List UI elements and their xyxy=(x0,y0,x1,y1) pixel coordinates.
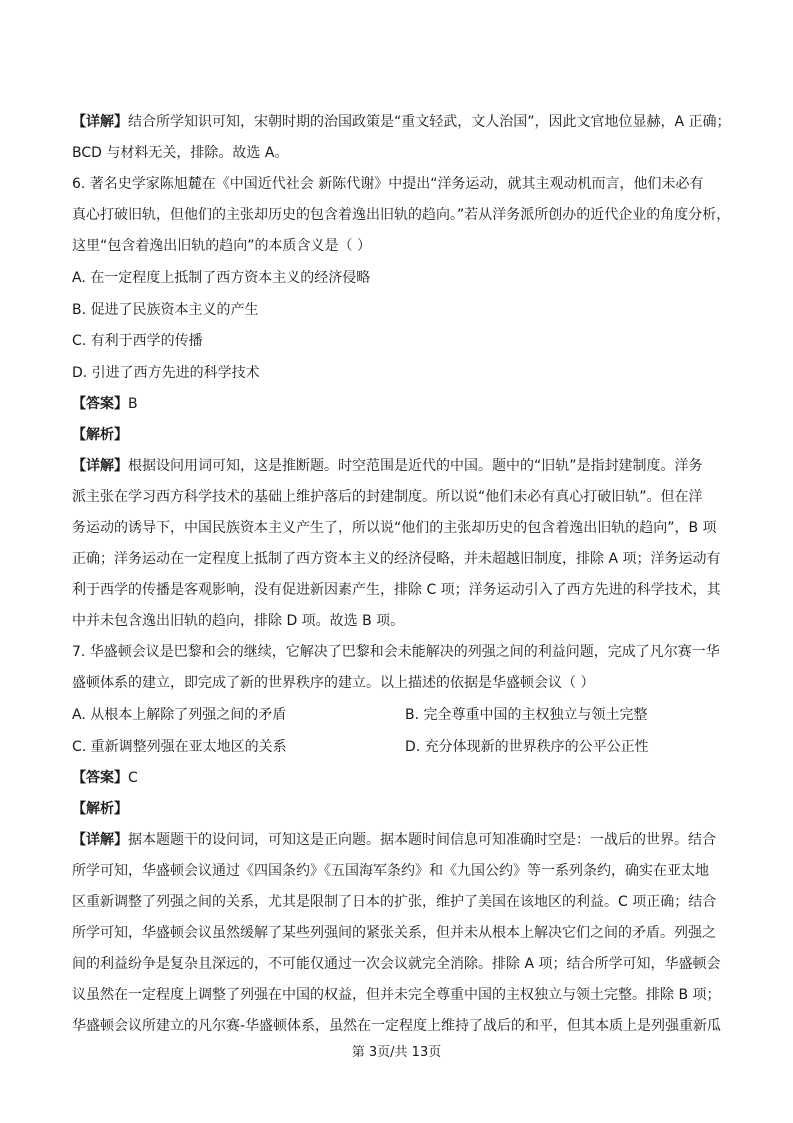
q7-detail-text: 据本题题干的设问词，可知这是正向题。据本题时间信息可知准确时空是：一战后的世界。结合 xyxy=(128,832,716,848)
q6-analysis-tag: 【解析】 xyxy=(72,427,128,443)
q6-answer xyxy=(72,394,138,414)
detail-tag: 【详解】 xyxy=(72,458,128,474)
q6-detail-line-1 xyxy=(72,456,703,476)
q7-option-a: A. 从根本上解除了列强之间的矛盾 xyxy=(72,707,287,723)
q6-detail-text: 根据设问用词可知，这是推断题。时空范围是近代的中国。题中的“旧轨”是指封建制度。洋务 xyxy=(128,458,703,474)
answer-value: C xyxy=(128,770,138,786)
q6-option-a: A. 在一定程度上抵制了西方资本主义的经济侵略 xyxy=(72,270,371,286)
q6-option-d: D. 引进了西方先进的科学技术 xyxy=(72,365,260,381)
q6-detail-line-2: 派主张在学习西方科学技术的基础上维护落后的封建制度。所以说“他们未必有真心打破旧轨”。但在洋 xyxy=(72,489,703,505)
q6-option-b: B. 促进了民族资本主义的产生 xyxy=(72,302,259,318)
q7-option-c: C. 重新调整列强在亚太地区的关系 xyxy=(72,739,287,755)
detail-tag: 【详解】 xyxy=(72,832,128,848)
q6-stem-line-3: 这里“包含着逸出旧轨的趋向”的本质含义是（ ） xyxy=(72,238,371,254)
q7-detail-line-3: 区重新调整了列强之间的关系，尤其是限制了日本的扩张，维护了美国在该地区的利益。C 项正确；结合 xyxy=(72,894,717,910)
q7-stem-line-1: 7. 华盛顿会议是巴黎和会的继续，它解决了巴黎和会未能解决的列强之间的利益问题，完成了凡尔赛一华 xyxy=(72,644,720,660)
q7-detail-line-7: 华盛顿会议所建立的凡尔赛-华盛顿体系，虽然在一定程度上维持了战后的和平，但其本质上是列强重新瓜 xyxy=(72,1018,722,1034)
detail-tag: 【详解】 xyxy=(72,114,128,130)
q7-option-b: B. 完全尊重中国的主权独立与领土完整 xyxy=(405,707,648,723)
answer-tag: 【答案】 xyxy=(72,396,128,412)
q5-detail-line-1 xyxy=(72,112,731,132)
answer-tag: 【答案】 xyxy=(72,770,128,786)
q6-detail-line-3: 务运动的诱导下，中国民族资本主义产生了，所以说“他们的主张却历史的包含着逸出旧轨的趋向”，B 项 xyxy=(72,520,717,536)
q6-stem-line-2: 真心打破旧轨，但他们的主张却历史的包含着逸出旧轨的趋向。”若从洋务派所创办的近代企业的角度分析， xyxy=(72,207,731,223)
q6-detail-line-5: 利于西学的传播是客观影响，没有促进新因素产生，排除 C 项；洋务运动引入了西方先进的科学技术，其 xyxy=(72,582,721,598)
q6-option-c: C. 有利于西学的传播 xyxy=(72,333,203,349)
q7-detail-line-1 xyxy=(72,830,716,850)
answer-value: B xyxy=(128,396,138,412)
q7-option-d: D. 充分体现新的世界秩序的公平公正性 xyxy=(405,739,649,755)
q7-answer xyxy=(72,768,138,788)
q7-stem-line-2: 盛顿体系的建立，即完成了新的世界秩序的建立。以上描述的依据是华盛顿会议（ ） xyxy=(72,675,595,691)
q5-detail-line-2: BCD 与材料无关，排除。故选 A。 xyxy=(72,145,289,161)
q6-detail-line-6: 中并未包含逸出旧轨的趋向，排除 D 项。故选 B 项。 xyxy=(72,613,405,629)
q6-detail-line-4: 正确；洋务运动在一定程度上抵制了西方资本主义的经济侵略，并未超越旧制度，排除 A 项；洋务运动有 xyxy=(72,551,721,567)
q7-detail-line-4: 所学可知，华盛顿会议虽然缓解了某些列强间的紧张关系，但并未从根本上解决它们之间的矛盾。列强之 xyxy=(72,925,716,941)
q7-detail-line-5: 间的利益纷争是复杂且深远的，不可能仅通过一次会议就完全消除。排除 A 项；结合所学可知，华盛顿会 xyxy=(72,956,721,972)
q6-stem-line-1: 6. 著名史学家陈旭麓在《中国近代社会 新陈代谢》中提出“洋务运动，就其主观动机而言，他们未必有 xyxy=(72,176,704,192)
q5-detail-text: 结合所学知识可知，宋朝时期的治国政策是“重文轻武，文人治国”，因此文官地位显赫，A 正确； xyxy=(128,114,731,130)
q7-detail-line-6: 议虽然在一定程度上调整了列强在中国的权益，但并未完全尊重中国的主权独立与领土完整。排除 B 项； xyxy=(72,987,721,1003)
q7-analysis-tag: 【解析】 xyxy=(72,801,128,817)
q7-detail-line-2: 所学可知，华盛顿会议通过《四国条约》《五国海军条约》和《九国公约》等一系列条约，确实在亚太地 xyxy=(72,863,709,879)
page-footer: 第 3页/共 13页 xyxy=(351,1045,442,1060)
